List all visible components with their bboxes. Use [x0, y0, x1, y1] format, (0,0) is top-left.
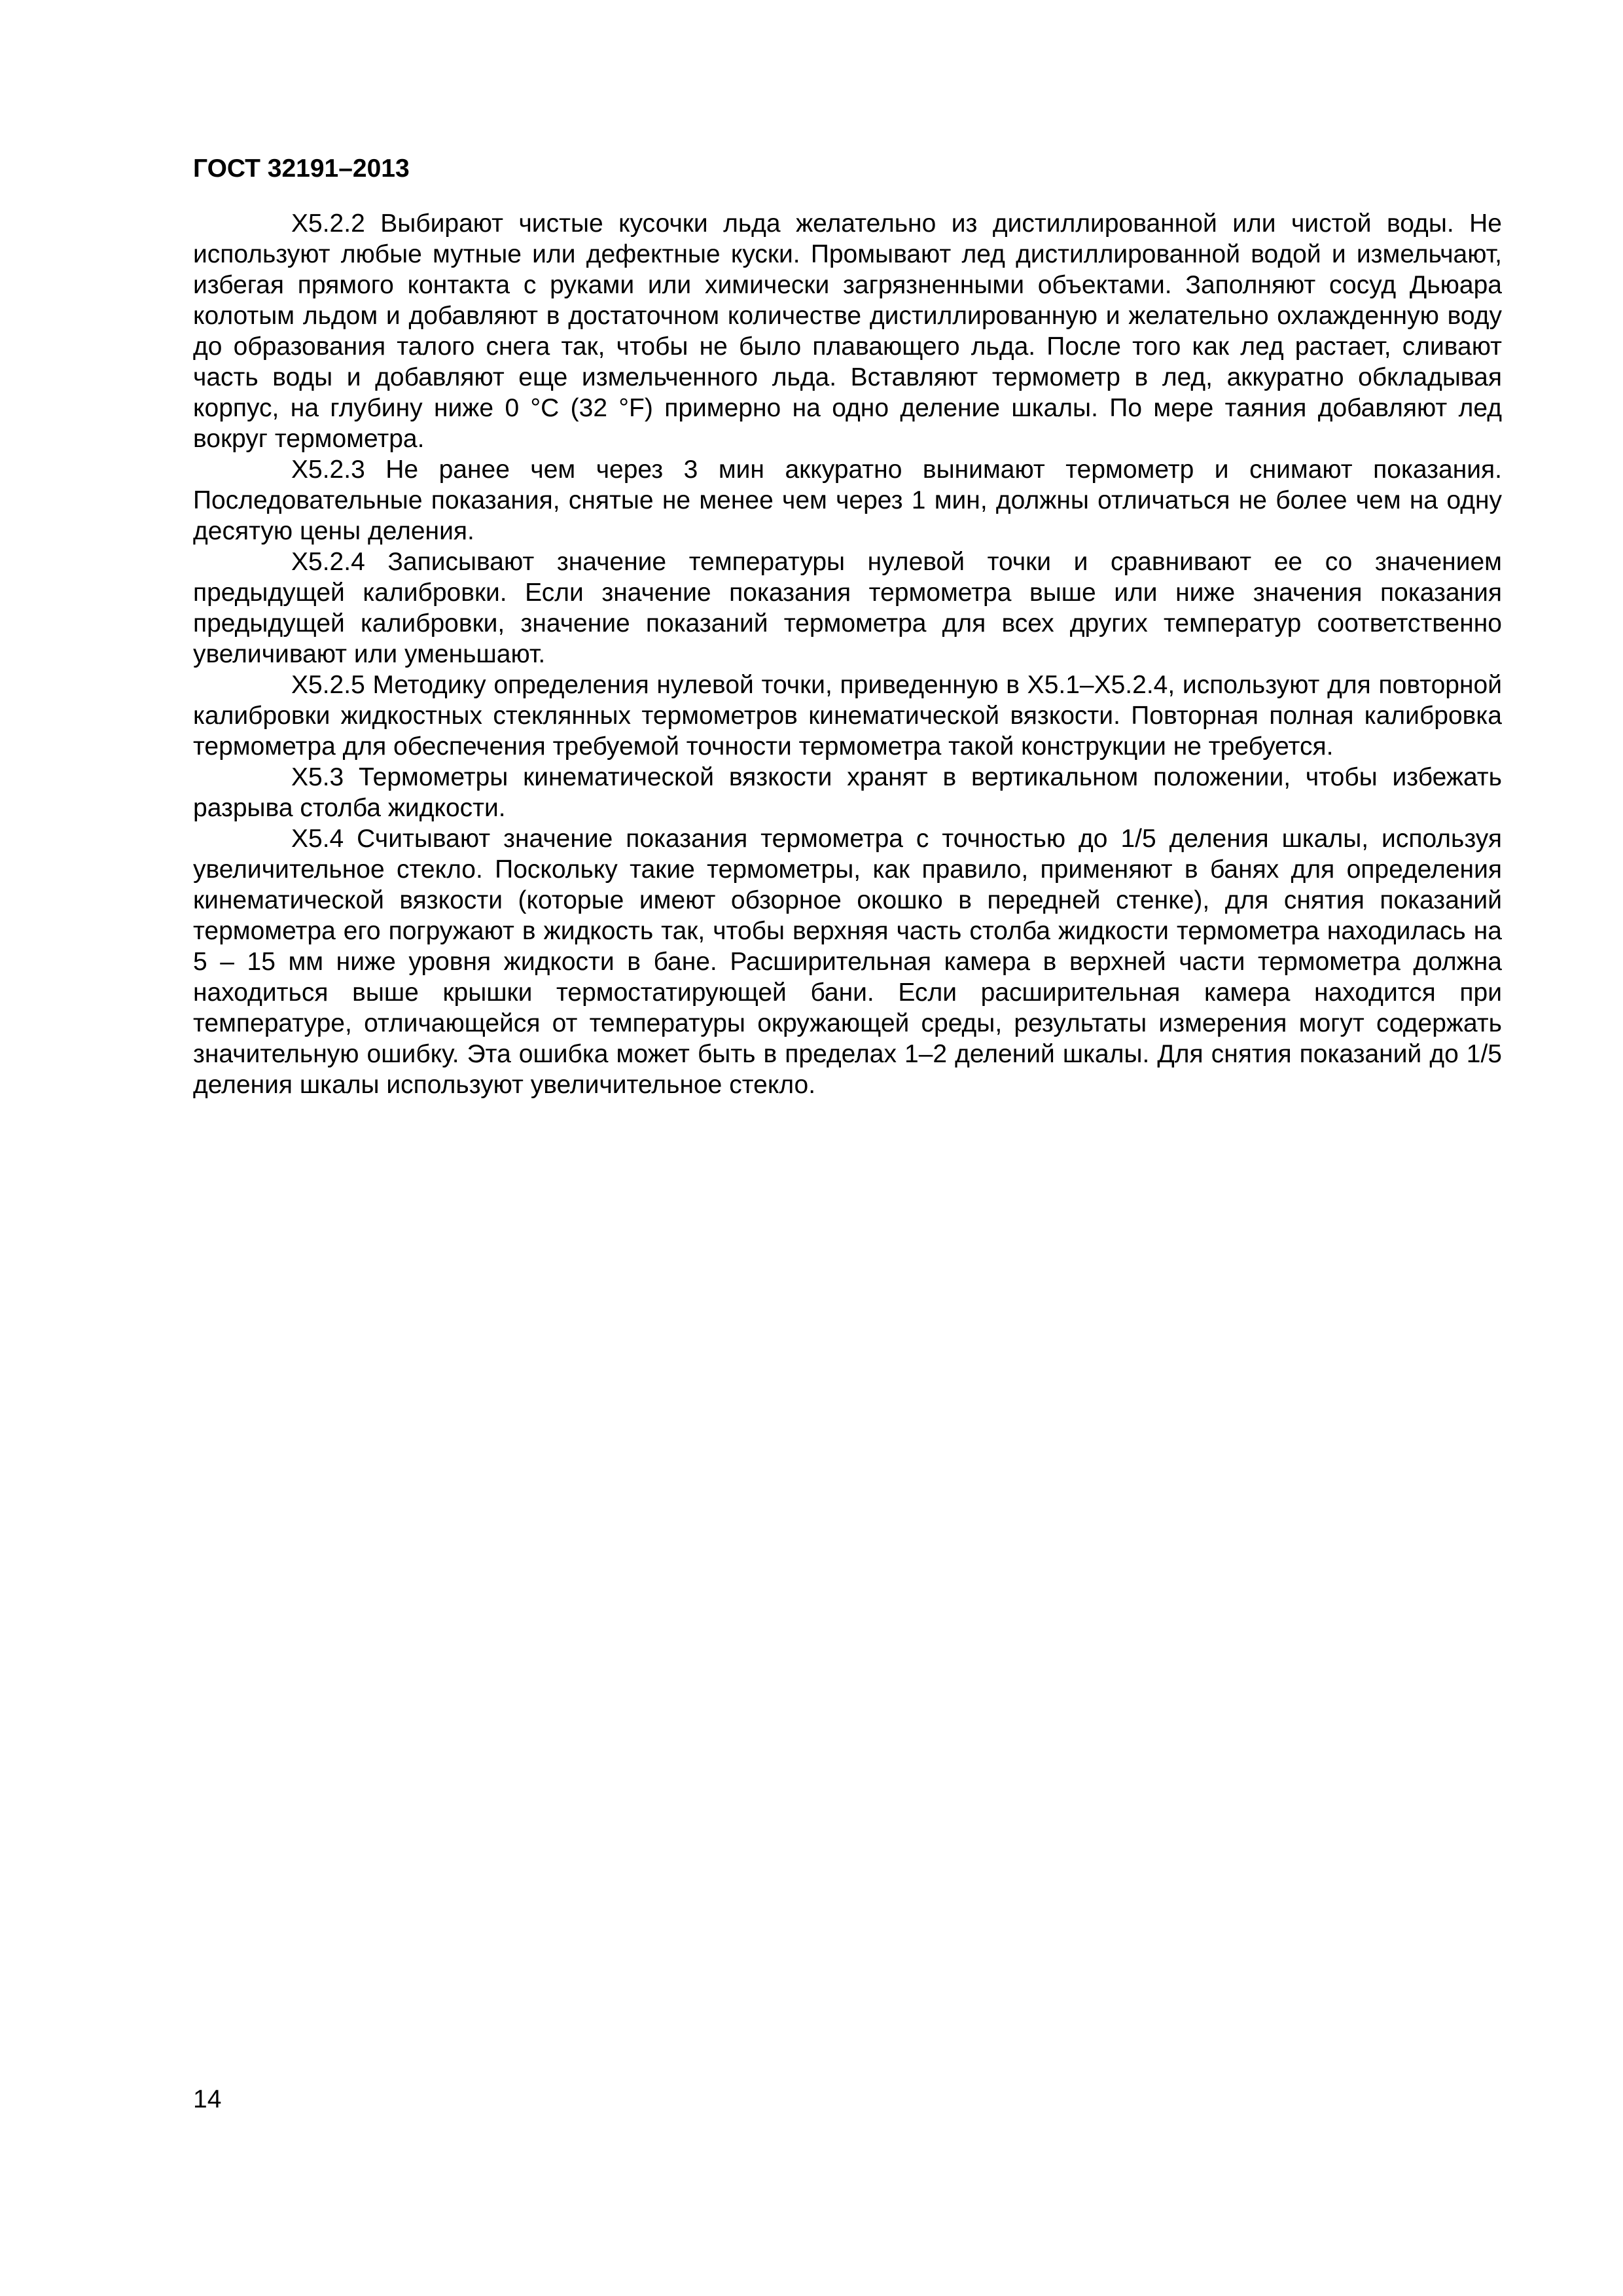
paragraph-x5-4: Х5.4 Считывают значение показания термометра с точностью до 1/5 деления шкалы, используя увеличительное стекло. Поскольку такие термометры, как правило, применяют в банях для определения кинематической вязкости (которые имеют обзорное окошко в передней стенке), для снятия показаний термометра его погружают в жидкость так, чтобы верхняя часть столба жидкости термометра находилась на 5 – 15 мм ниже уровня жидкости в бане. Расширительная камера в верхней части термометра должна находиться выше крышки термостатирующей бани. Если расширительная камера находится при температуре, отличающейся от температуры окружающей среды, результаты измерения могут содержать значительную ошибку. Эта ошибка может быть в пределах 1–2 делений шкалы. Для снятия показаний до 1/5 деления шкалы используют увеличительное стекло.	[193, 825, 1502, 1099]
paragraph-x5-2-3: Х5.2.3 Не ранее чем через 3 мин аккуратно вынимают термометр и снимают показания. Последовательные показания, снятые не менее чем через 1 мин, должны отличаться не более чем на одну десятую цены деления.	[193, 456, 1502, 545]
paragraph-x5-2-4: Х5.2.4 Записывают значение температуры нулевой точки и сравнивают ее со значением предыдущей калибровки. Если значение показания термометра выше или ниже значения показания предыдущей калибровки, значение показаний термометра для всех других температур соответственно увеличивают или уменьшают.	[193, 548, 1502, 668]
paragraph-x5-2-2: Х5.2.2 Выбирают чистые кусочки льда желательно из дистиллированной или чистой воды. Не используют любые мутные или дефектные куски. Промывают лед дистиллированной водой и измельчают, избегая прямого контакта с руками или химически загрязненными объектами. Заполняют сосуд Дьюара колотым льдом и добавляют в достаточном количестве дистиллированную и желательно охлажденную воду до образования талого снега так, чтобы не было плавающего льда. После того как лед растает, сливают часть воды и добавляют еще измельченного льда. Вставляют термометр в лед, аккуратно обкладывая корпус, на глубину ниже 0 °С (32 °F) примерно на одно деление шкалы. По мере таяния добавляют лед вокруг термометра.	[193, 209, 1502, 453]
document-body	[193, 208, 1502, 1100]
page-number: 14	[193, 2085, 222, 2113]
document-header: ГОСТ 32191–2013	[193, 154, 410, 183]
paragraph-x5-3: Х5.3 Термометры кинематической вязкости хранят в вертикальном положении, чтобы избежать разрыва столба жидкости.	[193, 763, 1502, 822]
paragraph-x5-2-5: Х5.2.5 Методику определения нулевой точки, приведенную в Х5.1–Х5.2.4, используют для повторной калибровки жидкостных стеклянных термометров кинематической вязкости. Повторная полная калибровка термометра для обеспечения требуемой точности термометра такой конструкции не требуется.	[193, 671, 1502, 761]
